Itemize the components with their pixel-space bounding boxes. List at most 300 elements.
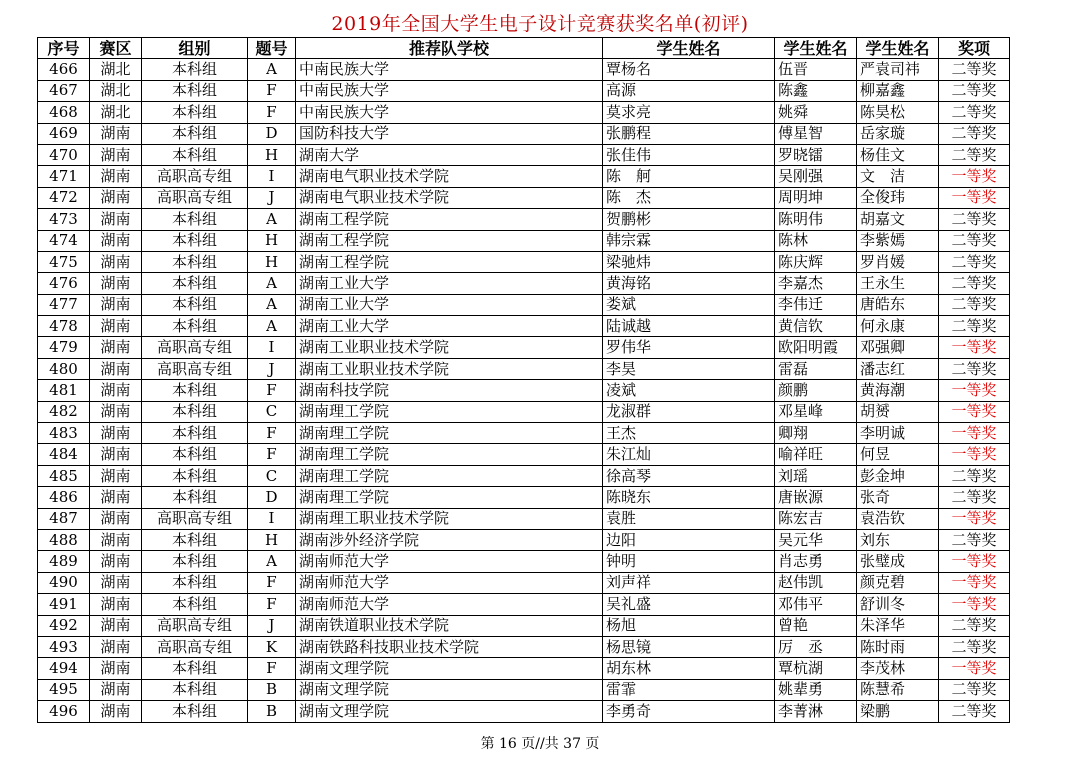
cell-school: 湖南师范大学: [296, 551, 603, 572]
cell-student-3: 胡赟: [857, 401, 939, 422]
cell-region: 湖南: [90, 658, 142, 679]
table-row: [38, 594, 1010, 615]
cell-school: 湖南文理学院: [296, 658, 603, 679]
cell-student-1: 袁胜: [603, 508, 775, 529]
cell-award: 二等奖: [939, 679, 1010, 700]
cell-topic: A: [248, 294, 296, 315]
cell-topic: B: [248, 679, 296, 700]
cell-award: 二等奖: [939, 358, 1010, 379]
cell-student-3: 严袁司祎: [857, 59, 939, 80]
cell-topic: F: [248, 423, 296, 444]
cell-group: 本科组: [142, 572, 248, 593]
cell-region: 湖南: [90, 487, 142, 508]
cell-student-3: 张奇: [857, 487, 939, 508]
table-row: [38, 59, 1010, 80]
cell-no: 489: [38, 551, 90, 572]
cell-no: 486: [38, 487, 90, 508]
cell-award: 二等奖: [939, 273, 1010, 294]
cell-student-2: 卿翔: [775, 423, 857, 444]
cell-topic: J: [248, 187, 296, 208]
table-row: [38, 401, 1010, 422]
cell-school: 湖南理工学院: [296, 487, 603, 508]
cell-school: 湖南铁道职业技术学院: [296, 615, 603, 636]
cell-student-3: 王永生: [857, 273, 939, 294]
cell-student-2: 雷磊: [775, 358, 857, 379]
cell-award: 一等奖: [939, 444, 1010, 465]
cell-student-2: 周明坤: [775, 187, 857, 208]
cell-award: 二等奖: [939, 465, 1010, 486]
cell-student-3: 李明诚: [857, 423, 939, 444]
cell-school: 中南民族大学: [296, 80, 603, 101]
table-row: [38, 380, 1010, 401]
cell-student-3: 邓强卿: [857, 337, 939, 358]
cell-school: 湖南工程学院: [296, 251, 603, 272]
cell-no: 469: [38, 123, 90, 144]
cell-school: 湖南工程学院: [296, 230, 603, 251]
cell-student-3: 全俊玮: [857, 187, 939, 208]
cell-student-1: 陈 杰: [603, 187, 775, 208]
cell-student-3: 黄海潮: [857, 380, 939, 401]
cell-student-3: 罗肖媛: [857, 251, 939, 272]
header-group: 组别: [142, 38, 248, 59]
table-row: [38, 679, 1010, 700]
cell-award: 二等奖: [939, 230, 1010, 251]
cell-region: 湖北: [90, 80, 142, 101]
header-school: 推荐队学校: [296, 38, 603, 59]
cell-award: 二等奖: [939, 251, 1010, 272]
cell-no: 473: [38, 209, 90, 230]
cell-region: 湖南: [90, 529, 142, 550]
cell-student-3: 何昱: [857, 444, 939, 465]
page-footer: 第 16 页//共 37 页: [480, 736, 600, 752]
cell-student-3: 文 洁: [857, 166, 939, 187]
cell-award: 一等奖: [939, 166, 1010, 187]
cell-student-1: 龙淑群: [603, 401, 775, 422]
cell-student-1: 罗伟华: [603, 337, 775, 358]
cell-region: 湖南: [90, 209, 142, 230]
cell-award: 一等奖: [939, 572, 1010, 593]
cell-no: 494: [38, 658, 90, 679]
cell-award: 一等奖: [939, 551, 1010, 572]
cell-student-1: 钟明: [603, 551, 775, 572]
cell-student-1: 吴礼盛: [603, 594, 775, 615]
table-row: [38, 209, 1010, 230]
cell-topic: B: [248, 701, 296, 722]
cell-student-1: 边阳: [603, 529, 775, 550]
cell-group: 本科组: [142, 487, 248, 508]
table-row: [38, 423, 1010, 444]
table-row: [38, 251, 1010, 272]
cell-no: 491: [38, 594, 90, 615]
cell-topic: F: [248, 572, 296, 593]
cell-award: 一等奖: [939, 508, 1010, 529]
cell-student-3: 袁浩钦: [857, 508, 939, 529]
cell-no: 487: [38, 508, 90, 529]
cell-award: 二等奖: [939, 529, 1010, 550]
table-row: [38, 508, 1010, 529]
cell-award: 二等奖: [939, 144, 1010, 165]
cell-group: 本科组: [142, 401, 248, 422]
cell-no: 466: [38, 59, 90, 80]
cell-award: 二等奖: [939, 636, 1010, 657]
cell-school: 湖南文理学院: [296, 679, 603, 700]
cell-award: 一等奖: [939, 337, 1010, 358]
cell-student-3: 潘志红: [857, 358, 939, 379]
cell-award: 一等奖: [939, 380, 1010, 401]
cell-region: 湖南: [90, 316, 142, 337]
cell-no: 476: [38, 273, 90, 294]
cell-school: 湖南师范大学: [296, 572, 603, 593]
cell-school: 湖南理工学院: [296, 444, 603, 465]
cell-region: 湖南: [90, 551, 142, 572]
cell-student-2: 曾艳: [775, 615, 857, 636]
cell-topic: I: [248, 337, 296, 358]
cell-award: 一等奖: [939, 658, 1010, 679]
cell-region: 湖南: [90, 358, 142, 379]
cell-group: 高职高专组: [142, 636, 248, 657]
cell-award: 一等奖: [939, 594, 1010, 615]
cell-school: 湖南师范大学: [296, 594, 603, 615]
cell-award: 二等奖: [939, 487, 1010, 508]
cell-no: 482: [38, 401, 90, 422]
cell-no: 496: [38, 701, 90, 722]
cell-group: 本科组: [142, 423, 248, 444]
cell-school: 湖南理工学院: [296, 465, 603, 486]
cell-award: 二等奖: [939, 80, 1010, 101]
cell-region: 湖南: [90, 508, 142, 529]
table-row: [38, 337, 1010, 358]
cell-student-3: 陈时雨: [857, 636, 939, 657]
cell-no: 479: [38, 337, 90, 358]
table-row: [38, 444, 1010, 465]
table-row: [38, 316, 1010, 337]
table-row: [38, 144, 1010, 165]
cell-student-1: 李昊: [603, 358, 775, 379]
cell-topic: A: [248, 551, 296, 572]
cell-student-3: 朱泽华: [857, 615, 939, 636]
header-no: 序号: [38, 38, 90, 59]
cell-school: 湖南涉外经济学院: [296, 529, 603, 550]
cell-school: 湖南理工学院: [296, 423, 603, 444]
cell-region: 湖南: [90, 187, 142, 208]
cell-award: 一等奖: [939, 187, 1010, 208]
cell-topic: J: [248, 615, 296, 636]
table-row: [38, 551, 1010, 572]
cell-student-3: 胡嘉文: [857, 209, 939, 230]
header-award: 奖项: [939, 38, 1010, 59]
cell-region: 湖南: [90, 401, 142, 422]
cell-region: 湖南: [90, 423, 142, 444]
cell-student-1: 张鹏程: [603, 123, 775, 144]
cell-student-1: 陈 舸: [603, 166, 775, 187]
cell-topic: A: [248, 209, 296, 230]
cell-student-1: 雷霏: [603, 679, 775, 700]
cell-group: 本科组: [142, 80, 248, 101]
cell-no: 493: [38, 636, 90, 657]
cell-no: 495: [38, 679, 90, 700]
cell-student-2: 陈庆辉: [775, 251, 857, 272]
cell-student-2: 喻祥旺: [775, 444, 857, 465]
cell-region: 湖南: [90, 251, 142, 272]
cell-student-3: 梁鹏: [857, 701, 939, 722]
cell-no: 481: [38, 380, 90, 401]
cell-region: 湖南: [90, 465, 142, 486]
cell-student-1: 刘声祥: [603, 572, 775, 593]
table-row: [38, 187, 1010, 208]
cell-region: 湖南: [90, 337, 142, 358]
table-row: [38, 166, 1010, 187]
cell-student-1: 徐高琴: [603, 465, 775, 486]
cell-student-2: 姚舜: [775, 102, 857, 123]
cell-student-1: 陆诚越: [603, 316, 775, 337]
table-row: [38, 102, 1010, 123]
cell-region: 湖南: [90, 380, 142, 401]
cell-student-1: 梁驰炜: [603, 251, 775, 272]
cell-group: 高职高专组: [142, 508, 248, 529]
cell-student-2: 唐嵌源: [775, 487, 857, 508]
table-row: [38, 487, 1010, 508]
cell-award: 二等奖: [939, 294, 1010, 315]
cell-student-1: 王杰: [603, 423, 775, 444]
cell-student-3: 陈慧希: [857, 679, 939, 700]
cell-school: 国防科技大学: [296, 123, 603, 144]
cell-student-2: 肖志勇: [775, 551, 857, 572]
cell-student-2: 陈明伟: [775, 209, 857, 230]
header-student-2: 学生姓名: [775, 38, 857, 59]
cell-student-2: 覃杭湖: [775, 658, 857, 679]
cell-topic: F: [248, 80, 296, 101]
table-row: [38, 572, 1010, 593]
cell-student-3: 何永康: [857, 316, 939, 337]
cell-topic: F: [248, 444, 296, 465]
cell-region: 湖南: [90, 144, 142, 165]
cell-award: 二等奖: [939, 59, 1010, 80]
cell-region: 湖南: [90, 594, 142, 615]
cell-group: 本科组: [142, 594, 248, 615]
cell-region: 湖南: [90, 679, 142, 700]
cell-group: 本科组: [142, 551, 248, 572]
cell-topic: F: [248, 102, 296, 123]
cell-school: 湖南理工职业技术学院: [296, 508, 603, 529]
cell-group: 本科组: [142, 59, 248, 80]
cell-school: 湖南铁路科技职业技术学院: [296, 636, 603, 657]
cell-topic: A: [248, 273, 296, 294]
cell-group: 本科组: [142, 294, 248, 315]
cell-region: 湖北: [90, 102, 142, 123]
cell-no: 488: [38, 529, 90, 550]
cell-group: 高职高专组: [142, 166, 248, 187]
cell-student-2: 罗晓镭: [775, 144, 857, 165]
cell-topic: I: [248, 166, 296, 187]
cell-student-1: 莫求亮: [603, 102, 775, 123]
cell-student-1: 凌斌: [603, 380, 775, 401]
cell-student-3: 彭金坤: [857, 465, 939, 486]
cell-student-3: 刘东: [857, 529, 939, 550]
cell-school: 湖南工程学院: [296, 209, 603, 230]
cell-no: 490: [38, 572, 90, 593]
cell-topic: D: [248, 487, 296, 508]
cell-student-3: 张璧成: [857, 551, 939, 572]
cell-region: 湖南: [90, 123, 142, 144]
cell-school: 中南民族大学: [296, 102, 603, 123]
awards-table: [37, 37, 1010, 723]
cell-student-2: 李伟迁: [775, 294, 857, 315]
cell-school: 湖南工业大学: [296, 273, 603, 294]
cell-region: 湖南: [90, 701, 142, 722]
cell-student-2: 邓星峰: [775, 401, 857, 422]
cell-student-1: 陈晓东: [603, 487, 775, 508]
cell-student-2: 陈林: [775, 230, 857, 251]
cell-no: 475: [38, 251, 90, 272]
cell-topic: F: [248, 594, 296, 615]
cell-no: 483: [38, 423, 90, 444]
cell-group: 本科组: [142, 701, 248, 722]
cell-no: 467: [38, 80, 90, 101]
page-title: 2019年全国大学生电子设计竞赛获奖名单(初评): [331, 13, 749, 35]
cell-group: 高职高专组: [142, 358, 248, 379]
table-row: [38, 658, 1010, 679]
cell-group: 本科组: [142, 102, 248, 123]
cell-school: 湖南电气职业技术学院: [296, 187, 603, 208]
table-row: [38, 123, 1010, 144]
cell-group: 本科组: [142, 123, 248, 144]
cell-student-1: 朱江灿: [603, 444, 775, 465]
cell-group: 本科组: [142, 316, 248, 337]
cell-region: 湖南: [90, 444, 142, 465]
cell-school: 湖南工业职业技术学院: [296, 358, 603, 379]
table-row: [38, 529, 1010, 550]
header-region: 赛区: [90, 38, 142, 59]
cell-student-2: 陈宏吉: [775, 508, 857, 529]
cell-group: 本科组: [142, 679, 248, 700]
cell-group: 本科组: [142, 380, 248, 401]
cell-school: 湖南工业职业技术学院: [296, 337, 603, 358]
cell-student-2: 邓伟平: [775, 594, 857, 615]
header-student-3: 学生姓名: [857, 38, 939, 59]
table-row: [38, 80, 1010, 101]
cell-topic: K: [248, 636, 296, 657]
table-row: [38, 636, 1010, 657]
table-row: [38, 615, 1010, 636]
cell-no: 470: [38, 144, 90, 165]
cell-no: 472: [38, 187, 90, 208]
header-student-1: 学生姓名: [603, 38, 775, 59]
cell-topic: A: [248, 59, 296, 80]
cell-school: 湖南理工学院: [296, 401, 603, 422]
cell-student-3: 柳嘉鑫: [857, 80, 939, 101]
cell-award: 一等奖: [939, 423, 1010, 444]
cell-student-2: 伍晋: [775, 59, 857, 80]
cell-student-3: 舒训冬: [857, 594, 939, 615]
cell-no: 480: [38, 358, 90, 379]
cell-student-1: 韩宗霖: [603, 230, 775, 251]
cell-student-1: 张佳伟: [603, 144, 775, 165]
table-row: [38, 465, 1010, 486]
cell-topic: F: [248, 658, 296, 679]
cell-student-3: 颜克碧: [857, 572, 939, 593]
table-row: [38, 294, 1010, 315]
table-row: [38, 230, 1010, 251]
cell-student-2: 欧阳明霞: [775, 337, 857, 358]
table-row: [38, 273, 1010, 294]
cell-topic: H: [248, 529, 296, 550]
cell-student-2: 赵伟凯: [775, 572, 857, 593]
header-row: [38, 38, 1010, 59]
cell-student-1: 杨旭: [603, 615, 775, 636]
cell-student-2: 傅星智: [775, 123, 857, 144]
cell-school: 湖南文理学院: [296, 701, 603, 722]
cell-no: 474: [38, 230, 90, 251]
cell-no: 478: [38, 316, 90, 337]
cell-group: 本科组: [142, 465, 248, 486]
cell-topic: H: [248, 230, 296, 251]
cell-student-1: 黄海铭: [603, 273, 775, 294]
cell-school: 湖南大学: [296, 144, 603, 165]
cell-school: 湖南工业大学: [296, 316, 603, 337]
cell-region: 湖南: [90, 166, 142, 187]
cell-group: 高职高专组: [142, 337, 248, 358]
cell-award: 二等奖: [939, 123, 1010, 144]
cell-student-3: 李茂林: [857, 658, 939, 679]
cell-no: 485: [38, 465, 90, 486]
cell-award: 二等奖: [939, 102, 1010, 123]
cell-group: 本科组: [142, 529, 248, 550]
cell-student-1: 胡东林: [603, 658, 775, 679]
cell-group: 本科组: [142, 658, 248, 679]
cell-region: 湖南: [90, 294, 142, 315]
cell-group: 高职高专组: [142, 615, 248, 636]
table-row: [38, 701, 1010, 722]
cell-student-2: 吴刚强: [775, 166, 857, 187]
header-topic: 题号: [248, 38, 296, 59]
cell-award: 二等奖: [939, 209, 1010, 230]
table-body: [38, 59, 1010, 722]
cell-no: 492: [38, 615, 90, 636]
cell-student-2: 颜鹏: [775, 380, 857, 401]
cell-student-3: 岳家璇: [857, 123, 939, 144]
cell-student-2: 李嘉杰: [775, 273, 857, 294]
cell-group: 本科组: [142, 273, 248, 294]
cell-topic: F: [248, 380, 296, 401]
cell-student-1: 娄斌: [603, 294, 775, 315]
cell-topic: C: [248, 401, 296, 422]
cell-group: 本科组: [142, 144, 248, 165]
cell-no: 477: [38, 294, 90, 315]
cell-award: 二等奖: [939, 701, 1010, 722]
cell-student-2: 姚辈勇: [775, 679, 857, 700]
cell-topic: A: [248, 316, 296, 337]
cell-school: 湖南科技学院: [296, 380, 603, 401]
cell-topic: H: [248, 144, 296, 165]
cell-student-3: 李紫嫣: [857, 230, 939, 251]
cell-topic: H: [248, 251, 296, 272]
cell-school: 中南民族大学: [296, 59, 603, 80]
cell-region: 湖南: [90, 273, 142, 294]
cell-student-2: 李菁淋: [775, 701, 857, 722]
cell-group: 本科组: [142, 209, 248, 230]
table-row: [38, 358, 1010, 379]
cell-region: 湖北: [90, 59, 142, 80]
cell-student-2: 厉 丞: [775, 636, 857, 657]
cell-student-2: 吴元华: [775, 529, 857, 550]
cell-student-3: 唐皓东: [857, 294, 939, 315]
cell-student-2: 刘瑶: [775, 465, 857, 486]
cell-school: 湖南工业大学: [296, 294, 603, 315]
cell-student-1: 高源: [603, 80, 775, 101]
cell-school: 湖南电气职业技术学院: [296, 166, 603, 187]
cell-student-1: 贺鹏彬: [603, 209, 775, 230]
cell-no: 471: [38, 166, 90, 187]
